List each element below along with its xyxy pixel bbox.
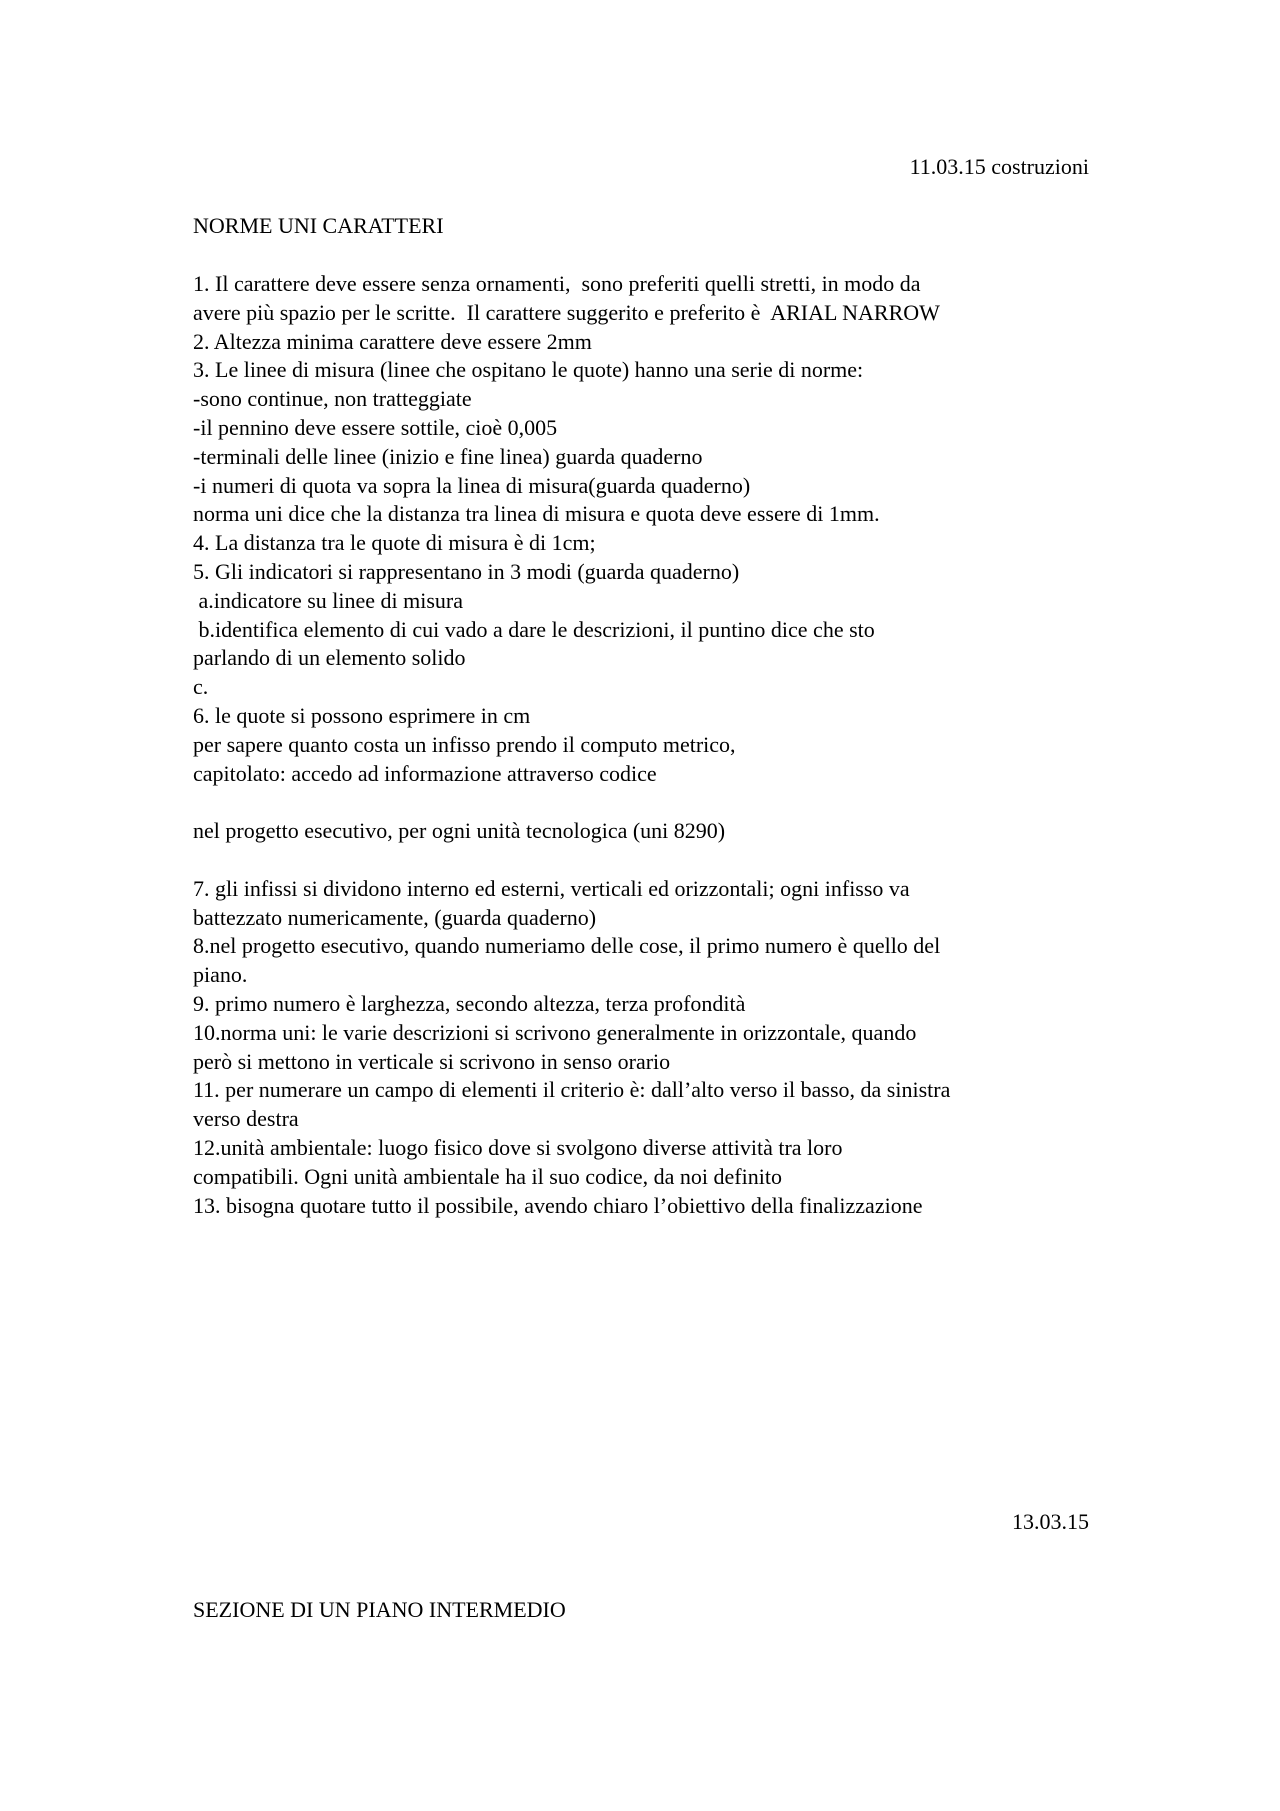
note-line: parlando di un elemento solido [193,645,466,670]
note-line: per sapere quanto costa un infisso prendo il computo metrico, [193,732,736,757]
note-line: norma uni dice che la distanza tra linea di misura e quota deve essere di 1mm. [193,501,880,526]
note-line: capitolato: accedo ad informazione attraverso codice [193,761,657,786]
note-line: 9. primo numero è larghezza, secondo altezza, terza profondità [193,991,746,1016]
note-line: avere più spazio per le scritte. Il carattere suggerito e preferito è ARIAL NARROW [193,300,940,325]
note-line: 5. Gli indicatori si rappresentano in 3 modi (guarda quaderno) [193,559,740,584]
note-line: 2. Altezza minima carattere deve essere 2mm [193,329,592,354]
note-line: verso destra [193,1106,299,1131]
section-title-2: SEZIONE DI UN PIANO INTERMEDIO [193,1597,566,1622]
note-line: però si mettono in verticale si scrivono in senso orario [193,1049,671,1074]
note-line: 13. bisogna quotare tutto il possibile, avendo chiaro l’obiettivo della finalizzazione [193,1193,923,1218]
note-line: 7. gli infissi si dividono interno ed esterni, verticali ed orizzontali; ogni infisso va [193,876,910,901]
note-line: 12.unità ambientale: luogo fisico dove si svolgono diverse attività tra loro [193,1135,843,1160]
note-line: 6. le quote si possono esprimere in cm [193,703,531,728]
note-line: 8.nel progetto esecutivo, quando numeriamo delle cose, il primo numero è quello del [193,933,941,958]
date-header: 11.03.15 costruzioni [909,154,1089,179]
note-line: 3. Le linee di misura (linee che ospitano le quote) hanno una serie di norme: [193,357,864,382]
note-line: -terminali delle linee (inizio e fine linea) guarda quaderno [193,444,703,469]
date-header-2: 13.03.15 [1012,1509,1089,1534]
note-line: piano. [193,962,248,987]
note-line: battezzato numericamente, (guarda quaderno) [193,905,597,930]
note-line: compatibili. Ogni unità ambientale ha il suo codice, da noi definito [193,1164,782,1189]
note-line: b.identifica elemento di cui vado a dare le descrizioni, il puntino dice che sto [193,617,875,642]
note-line: 1. Il carattere deve essere senza ornamenti, sono preferiti quelli stretti, in modo da [193,271,921,296]
note-line: -il pennino deve essere sottile, cioè 0,005 [193,415,558,440]
note-line: 11. per numerare un campo di elementi il criterio è: dall’alto verso il basso, da sinistra [193,1077,951,1102]
note-line: nel progetto esecutivo, per ogni unità tecnologica (uni 8290) [193,818,726,843]
note-line: 10.norma uni: le varie descrizioni si scrivono generalmente in orizzontale, quando [193,1020,917,1045]
note-line: a.indicatore su linee di misura [193,588,464,613]
note-line: -sono continue, non tratteggiate [193,386,472,411]
note-line: 4. La distanza tra le quote di misura è di 1cm; [193,530,596,555]
note-line: c. [193,674,209,699]
section-title: NORME UNI CARATTERI [193,213,444,238]
note-line: -i numeri di quota va sopra la linea di misura(guarda quaderno) [193,473,751,498]
